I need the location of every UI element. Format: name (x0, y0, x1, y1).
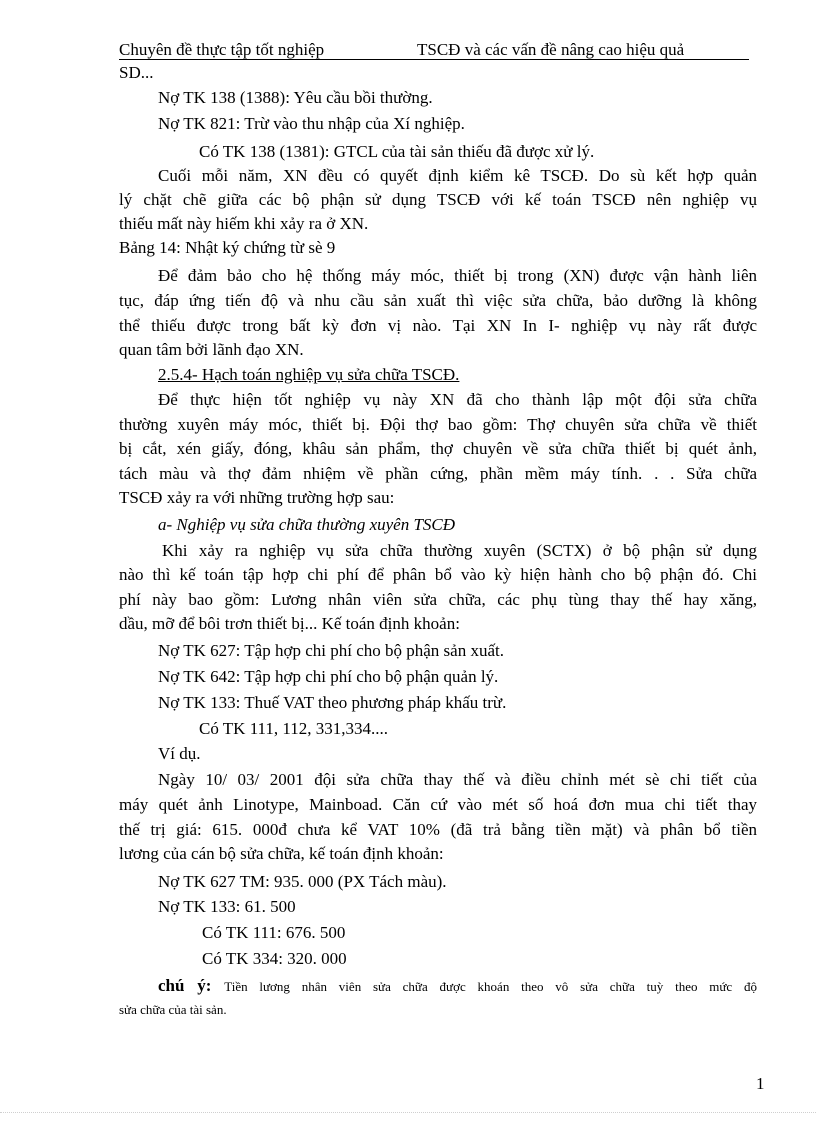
page-bottom-border (0, 1112, 816, 1113)
text-line: tách màu và thợ đảm nhiệm về phần cứng, phần mềm máy tính. . . Sửa chữa (119, 464, 757, 483)
text-line: lương của cán bộ sửa chữa, kế toán định khoản: (119, 844, 444, 863)
text-line: Nợ TK 138 (1388): Yêu cầu bồi thường. (158, 88, 433, 107)
note-label: chú ý: (158, 976, 212, 995)
subsection-heading: a- Nghiệp vụ sửa chữa thường xuyên TSCĐ (158, 515, 456, 534)
note-line (158, 975, 757, 998)
header-right: TSCĐ và các vấn đề nâng cao hiệu quả (417, 40, 685, 59)
table-caption: Bảng 14: Nhật ký chứng từ sè 9 (119, 238, 336, 257)
text-line: Nợ TK 642: Tập hợp chi phí cho bộ phận quản lý. (158, 667, 499, 686)
text-line: Ngày 10/ 03/ 2001 đội sửa chữa thay thế và điều chỉnh mét sè chi tiết của (158, 770, 757, 789)
text-line: Để thực hiện tốt nghiệp vụ này XN đã cho thành lập một đội sửa chữa (158, 390, 757, 409)
text-line: thế trị giá: 615. 000đ chưa kể VAT 10% (đã trả bằng tiền mặt) và phân bổ tiền (119, 820, 757, 839)
text-line: Khi xảy ra nghiệp vụ sửa chữa thường xuyên (SCTX) ở bộ phận sử dụng (162, 541, 757, 560)
text-line: Cuối mỗi năm, XN đều có quyết định kiểm kê TSCĐ. Do sù kết hợp quản (158, 166, 757, 185)
text-line: lý chặt chẽ giữa các bộ phận sử dụng TSCĐ với kế toán TSCĐ nên nghiệp vụ (119, 190, 757, 209)
text-line: thường xuyên máy móc, thiết bị. Đội thợ bao gồm: Thợ chuyên sửa chữa về thiết (119, 415, 757, 434)
section-heading: 2.5.4- Hạch toán nghiệp vụ sửa chữa TSCĐ. (158, 365, 460, 384)
text-line: nào thì kế toán tập hợp chi phí để phân bổ vào kỳ hiện hành cho bộ phận đó. Chi (119, 565, 757, 584)
text-line: máy quét ảnh Linotype, Mainboad. Căn cứ vào mét số hoá đơn mua chi tiết thay (119, 795, 757, 814)
text-line: Nợ TK 133: 61. 500 (158, 897, 296, 916)
text-line: quan tâm bởi lãnh đạo XN. (119, 340, 304, 359)
text-line: Có TK 111, 112, 331,334.... (199, 719, 389, 738)
text-line: Nợ TK 821: Trừ vào thu nhập của Xí nghiệp. (158, 114, 465, 133)
text-line: dầu, mỡ để bôi trơn thiết bị... Kế toán định khoản: (119, 614, 460, 633)
text-line: Nợ TK 133: Thuế VAT theo phương pháp khấu trừ. (158, 693, 507, 712)
text-line: tục, đáp ứng tiến độ và nhu cầu sản xuất thì việc sửa chữa, bảo dưỡng là không (119, 291, 757, 310)
text-line: Để đảm bảo cho hệ thống máy móc, thiết bị trong (XN) được vận hành liên (158, 266, 757, 285)
text-line: TSCĐ xảy ra với những trường hợp sau: (119, 488, 395, 507)
page-number: 1 (756, 1074, 765, 1093)
text-line: SD... (119, 63, 154, 82)
text-line: Có TK 111: 676. 500 (202, 923, 346, 942)
note-text: Tiền lương nhân viên sửa chữa được khoán theo vô sửa chữa tuỳ theo mức độ (224, 979, 757, 994)
text-line: thiếu mất này hiếm khi xảy ra ở XN. (119, 214, 369, 233)
text-line: Có TK 138 (1381): GTCL của tài sản thiếu đã được xử lý. (199, 142, 595, 161)
text-line: bị cắt, xén giấy, đóng, khâu sản phẩm, thợ chuyên về sửa chữa thiết bị quét ảnh, (119, 439, 757, 458)
text-line: Ví dụ. (158, 744, 201, 763)
text-line: Nợ TK 627: Tập hợp chi phí cho bộ phận sản xuất. (158, 641, 504, 660)
header-rule (119, 59, 749, 60)
text-line: Có TK 334: 320. 000 (202, 949, 347, 968)
text-line: phí này bao gồm: Lương nhân viên sửa chữa, các phụ tùng thay thế hay xăng, (119, 590, 757, 609)
header-left: Chuyên đề thực tập tốt nghiệp (119, 40, 325, 59)
text-line: Nợ TK 627 TM: 935. 000 (PX Tách màu). (158, 872, 447, 891)
text-line: thể thiếu được trong bất kỳ đơn vị nào. Tại XN In I- nghiệp vụ này rất được (119, 316, 757, 335)
note-line-2: sửa chữa của tài sản. (119, 1002, 227, 1017)
